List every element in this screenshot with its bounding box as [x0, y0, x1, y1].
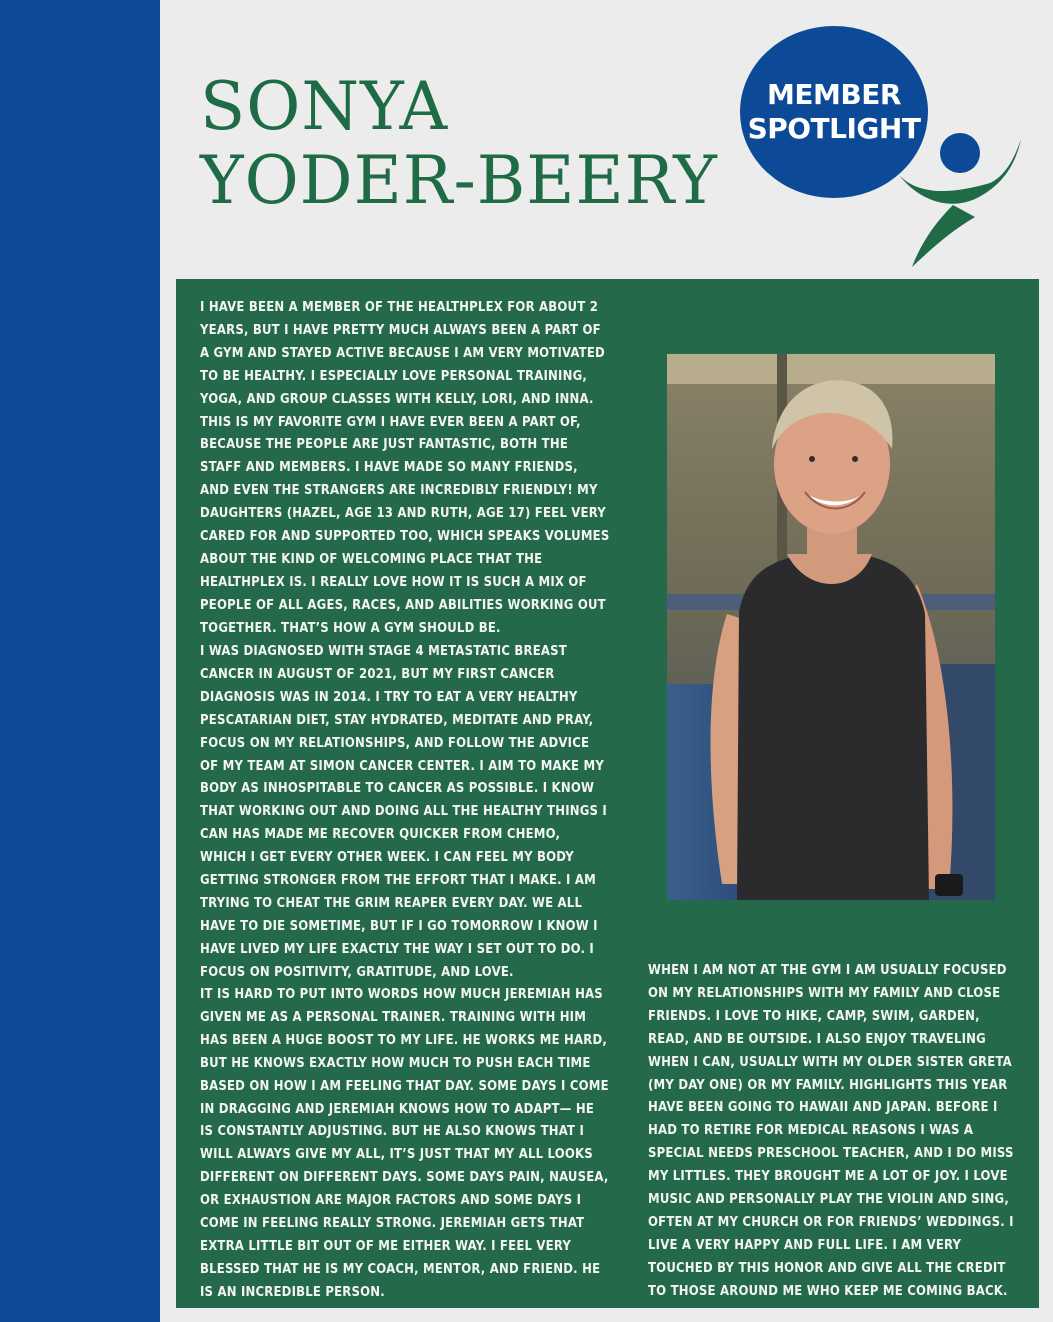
name-line-2: YODER-BEERY	[200, 142, 718, 219]
sidebar-stripe	[0, 0, 160, 1322]
member-portrait	[667, 354, 995, 900]
member-photo	[667, 354, 995, 900]
article-paragraph-1: I HAVE BEEN A MEMBER OF THE HEALTHPLEX FOR ABOUT 2 YEARS, BUT I HAVE PRETTY MUCH ALWAYS BEEN A PART OF A GYM AND STAYED ACTIVE BECAUSE I AM VERY MOTIVATED TO BE HEALTHY. I ESPECIALLY LOVE PERSONAL TRAINING, YOGA, AND GROUP CLASSES WITH KELLY, LORI, AND INNA. THIS IS MY FAVORITE GYM I HAVE EVER BEEN A PART OF, BECAUSE THE PEOPLE ARE JUST FANTASTIC, BOTH THE STAFF AND MEMBERS. I HAVE MADE SO MANY FRIENDS, AND EVEN THE STRANGERS ARE INCREDIBLY FRIENDLY! MY DAUGHTERS (HAZEL, AGE 13 AND RUTH, AGE 17) FEEL VERY CARED FOR AND SUPPORTED TOO, WHICH SPEAKS VOLUMES ABOUT THE KIND OF WELCOMING PLACE THAT THE HEALTHPLEX IS. I REALLY LOVE HOW IT IS SUCH A MIX OF PEOPLE OF ALL AGES, RACES, AND ABILITIES WORKING OUT TOGETHER. THAT’S HOW A GYM SHOULD BE.	[200, 300, 610, 636]
badge-line-2: SPOTLIGHT	[747, 112, 921, 145]
article-paragraph-3: IT IS HARD TO PUT INTO WORDS HOW MUCH JEREMIAH HAS GIVEN ME AS A PERSONAL TRAINER. TRAINING WITH HIM HAS BEEN A HUGE BOOST TO MY LIFE. HE WORKS ME HARD, BUT HE KNOWS EXACTLY HOW MUCH TO PUSH EACH TIME BASED ON HOW I AM FEELING THAT DAY. SOME DAYS I COME IN DRAGGING AND JEREMIAH KNOWS HOW TO ADAPT— HE IS CONSTANTLY ADJUSTING. BUT HE ALSO KNOWS THAT I WILL ALWAYS GIVE MY ALL, IT’S JUST THAT MY ALL LOOKS DIFFERENT ON DIFFERENT DAYS. SOME DAYS PAIN, NAUSEA, OR EXHAUSTION ARE MAJOR FACTORS AND SOME DAYS I COME IN FEELING REALLY STRONG. JEREMIAH GETS THAT EXTRA LITTLE BIT OUT OF ME EITHER WAY. I FEEL VERY BLESSED THAT HE IS MY COACH, MENTOR, AND FRIEND. HE IS AN INCREDIBLE PERSON.	[200, 987, 609, 1300]
article-paragraph-4: WHEN I AM NOT AT THE GYM I AM USUALLY FOCUSED ON MY RELATIONSHIPS WITH MY FAMILY AND CLOSE FRIENDS. I LOVE TO HIKE, CAMP, SWIM, GARDEN, READ, AND BE OUTSIDE. I ALSO ENJOY TRAVELING WHEN I CAN, USUALLY WITH MY OLDER SISTER GRETA (MY DAY ONE) OR MY FAMILY. HIGHLIGHTS THIS YEAR HAVE BEEN GOING TO HAWAII AND JAPAN. BEFORE I HAD TO RETIRE FOR MEDICAL REASONS I WAS A SPECIAL NEEDS PRESCHOOL TEACHER, AND I DO MISS MY LITTLES. THEY BROUGHT ME A LOT OF JOY. I LOVE MUSIC AND PERSONALLY PLAY THE VIOLIN AND SING, OFTEN AT MY CHURCH OR FOR FRIENDS’ WEDDINGS. I LIVE A VERY HAPPY AND FULL LIFE. I AM VERY TOUCHED BY THIS HONOR AND GIVE ALL THE CREDIT TO THOSE AROUND ME WHO KEEP ME COMING BACK.	[648, 963, 1014, 1299]
member-name-title	[200, 70, 718, 218]
badge-line-1: MEMBER	[767, 78, 901, 111]
name-line-1: SONYA	[200, 68, 449, 145]
article-paragraph-2: I WAS DIAGNOSED WITH STAGE 4 METASTATIC BREAST CANCER IN AUGUST OF 2021, BUT MY FIRST CANCER DIAGNOSIS WAS IN 2014. I TRY TO EAT A VERY HEALTHY PESCATARIAN DIET, STAY HYDRATED, MEDITATE AND PRAY, FOCUS ON MY RELATIONSHIPS, AND FOLLOW THE ADVICE OF MY TEAM AT SIMON CANCER CENTER. I AIM TO MAKE MY BODY AS INHOSPITABLE TO CANCER AS POSSIBLE. I KNOW THAT WORKING OUT AND DOING ALL THE HEALTHY THINGS I CAN HAS MADE ME RECOVER QUICKER FROM CHEMO, WHICH I GET EVERY OTHER WEEK. I CAN FEEL MY BODY GETTING STRONGER FROM THE EFFORT THAT I MAKE. I AM TRYING TO CHEAT THE GRIM REAPER EVERY DAY. WE ALL HAVE TO DIE SOMETIME, BUT IF I GO TOMORROW I KNOW I HAVE LIVED MY LIFE EXACTLY THE WAY I SET OUT TO DO. I FOCUS ON POSITIVITY, GRATITUDE, AND LOVE.	[200, 644, 607, 980]
running-figure-icon	[895, 125, 1035, 275]
